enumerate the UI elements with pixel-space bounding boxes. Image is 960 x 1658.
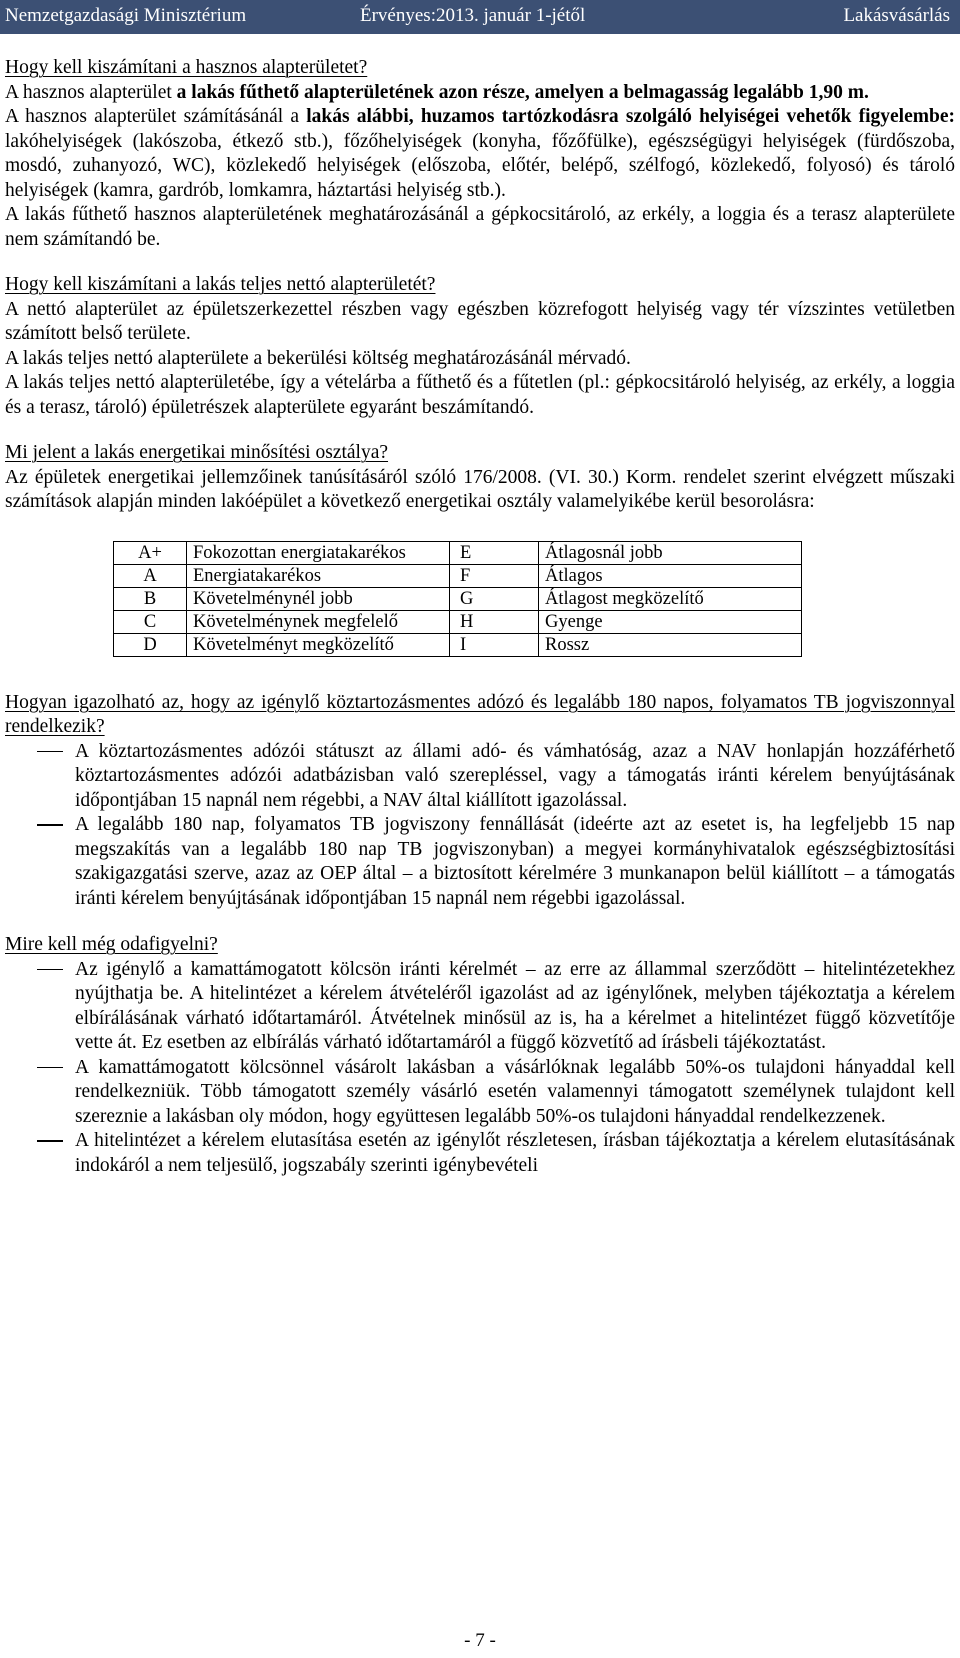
table-cell: D [114, 633, 187, 656]
table-cell: I [450, 633, 539, 656]
table-row [114, 610, 802, 633]
table-row [114, 587, 802, 610]
list-item-text: A legalább 180 nap, folyamatos TB jogviszony fennállását (ideérte azt az esetet is, ha legfeljebb 15 nap megszakítás van a legalább 180 nap TB jogviszonyban) a megyei kormányhivatalok egészségbiztosítási szakigazgatási szerve, azaz az OEP által – a biztosított kérelmére 3 munkanapon belül kiállított – a támogatás iránti kérelem benyújtásának időpontjában 15 napnál nem régebbi igazolással. [75, 814, 955, 909]
table-cell: Átlagost megközelítő [539, 587, 802, 610]
paragraph [5, 105, 955, 203]
list-item [5, 958, 955, 1056]
paragraph: A lakás teljes nettó alapterülete a bekerülési költség meghatározásánál mérvadó. [5, 347, 631, 369]
table-cell: H [450, 610, 539, 633]
page-header [0, 0, 960, 34]
list-item-text: Az igénylő a kamattámogatott kölcsön iránti kérelmét – az erre az állammal szerződött – hitelintézetekhez nyújthatja be. A hitelintézet a kérelem átvételéről igazolást ad az igénylőnek, melyben tájékoztatja a kérelem elbírálásának várható időtartamáról. Átvételnek minősül az is, ha a kérelmet a hitelintézet függő közvetítője vette át. Ez esetben az elbírálás várható időtartamáról a függő közvetítő ad írásbeli tájékoztatást. [75, 958, 955, 1053]
table-cell: G [450, 587, 539, 610]
header-validity: Érvényes:2013. január 1-jétől [360, 5, 586, 26]
header-topic: Lakásvásárlás [843, 5, 950, 26]
section-heading-net-area: Hogy kell kiszámítani a lakás teljes nettó alapterületét? [5, 274, 436, 295]
section-heading-useful-area: Hogy kell kiszámítani a hasznos alapterületet? [5, 57, 368, 78]
list-item [5, 813, 955, 911]
list-item-text: A kamattámogatott kölcsönnel vásárolt lakásban a vásárlóknak legalább 50%-os tulajdoni hányaddal kell rendelkezniük. Több támogatott személy vásárló esetén valamennyi támogatott személynek tulajdont kell szereznie a lakásban oly módon, hogy együttesen legalább 50%-os tulajdoni hányaddal rendelkezzenek. [75, 1056, 955, 1127]
document-body [5, 56, 955, 1178]
paragraph: A lakás teljes nettó alapterületébe, így a vételárba a fűthető és a fűtetlen (pl.: gépkocsitároló helyiség, az erkély, a loggia és a terasz, tároló) épületrészek alapterülete egyaránt beszámítandó. [5, 372, 955, 418]
table-cell: Rossz [539, 633, 802, 656]
table-cell: Átlagos [539, 564, 802, 587]
dash-bullet-icon [37, 751, 63, 753]
table-cell: F [450, 564, 539, 587]
text-run: A hasznos alapterület [5, 81, 177, 103]
table-cell: E [450, 541, 539, 564]
section-heading-energy-class: Mi jelent a lakás energetikai minősítési osztálya? [5, 442, 389, 463]
list-item-text: A köztartozásmentes adózói státuszt az állami adó- és vámhatóság, azaz a NAV honlapján hozzáférhető köztartozásmentes adózói adatbázisban való szerepléssel, vagy a támogatás iránti kérelem benyújtásának időpontjában 15 napnál nem régebbi, a NAV által kiállított igazolással. [75, 740, 955, 811]
bold-text: lakás alábbi, huzamos tartózkodásra szolgáló helyiségei vehetők figyelembe: [306, 106, 955, 127]
table-row [114, 633, 802, 656]
table-cell: Követelménynél jobb [187, 587, 450, 610]
paragraph: A nettó alapterület az épületszerkezettel részben vagy egészben közrefogott helyiség vagy tér vízszintes vetületben számított belső területe. [5, 298, 955, 344]
section-heading-tax-insurance: Hogyan igazolható az, hogy az igénylő köztartozásmentes adózó és legalább 180 napos, folyamatos TB jogviszonnyal rendelkezik? [5, 691, 955, 737]
table-cell: B [114, 587, 187, 610]
dash-bullet-icon [37, 824, 63, 826]
list-item-text: A hitelintézet a kérelem elutasítása esetén az igénylőt részletesen, írásban tájékoztatja a kérelem elutasításának indokáról a nem teljesülő, jogszabály szerinti igénybevételi [75, 1130, 955, 1176]
dash-bullet-icon [37, 969, 63, 971]
dash-list [5, 740, 955, 912]
paragraph: Az épületek energetikai jellemzőinek tanúsításáról szóló 176/2008. (VI. 30.) Korm. rendelet szerint elvégzett műszaki számítások alapján minden lakóépület a következő energetikai osztály valamelyikébe kerül besorolásra: [5, 466, 955, 512]
table-cell: Energiatakarékos [187, 564, 450, 587]
table-cell: Fokozottan energiatakarékos [187, 541, 450, 564]
list-item [5, 1056, 955, 1130]
table-cell: A [114, 564, 187, 587]
section-heading-notes: Mire kell még odafigyelni? [5, 934, 218, 955]
dash-list [5, 958, 955, 1179]
paragraph [5, 81, 955, 106]
dash-bullet-icon [37, 1140, 63, 1142]
list-item [5, 1129, 955, 1178]
list-item [5, 740, 955, 814]
table-cell: C [114, 610, 187, 633]
table-cell: Követelménynek megfelelő [187, 610, 450, 633]
table-row [114, 541, 802, 564]
text-run: lakóhelyiségek (lakószoba, étkező stb.), főzőhelyiségek (konyha, főzőfülke), egészségügyi helyiségek (fürdőszoba, mosdó, zuhanyozó, WC), közlekedő helyiségek (előszoba, előtér, belépő, szélfogó, közlekedő, folyosó) és tároló helyiségek (kamra, gardrób, lomkamra, háztartási helyiség stb.). [5, 130, 955, 201]
table-cell: Átlagosnál jobb [539, 541, 802, 564]
bold-text: a lakás fűthető alapterületének azon része, amelyen a belmagasság legalább 1,90 m. [176, 81, 869, 103]
energy-class-table [113, 541, 802, 657]
table-cell: Követelményt megközelítő [187, 633, 450, 656]
text-run: A hasznos alapterület számításánál a [5, 106, 307, 127]
header-ministry: Nemzetgazdasági Minisztérium [5, 5, 247, 26]
table-row [114, 564, 802, 587]
dash-bullet-icon [37, 1067, 63, 1069]
table-cell: A+ [114, 541, 187, 564]
page-number: - 7 - [464, 1630, 496, 1651]
paragraph: A lakás fűthető hasznos alapterületének meghatározásánál a gépkocsitároló, az erkély, a loggia és a terasz alapterülete nem számítandó be. [5, 204, 955, 250]
table-cell: Gyenge [539, 610, 802, 633]
